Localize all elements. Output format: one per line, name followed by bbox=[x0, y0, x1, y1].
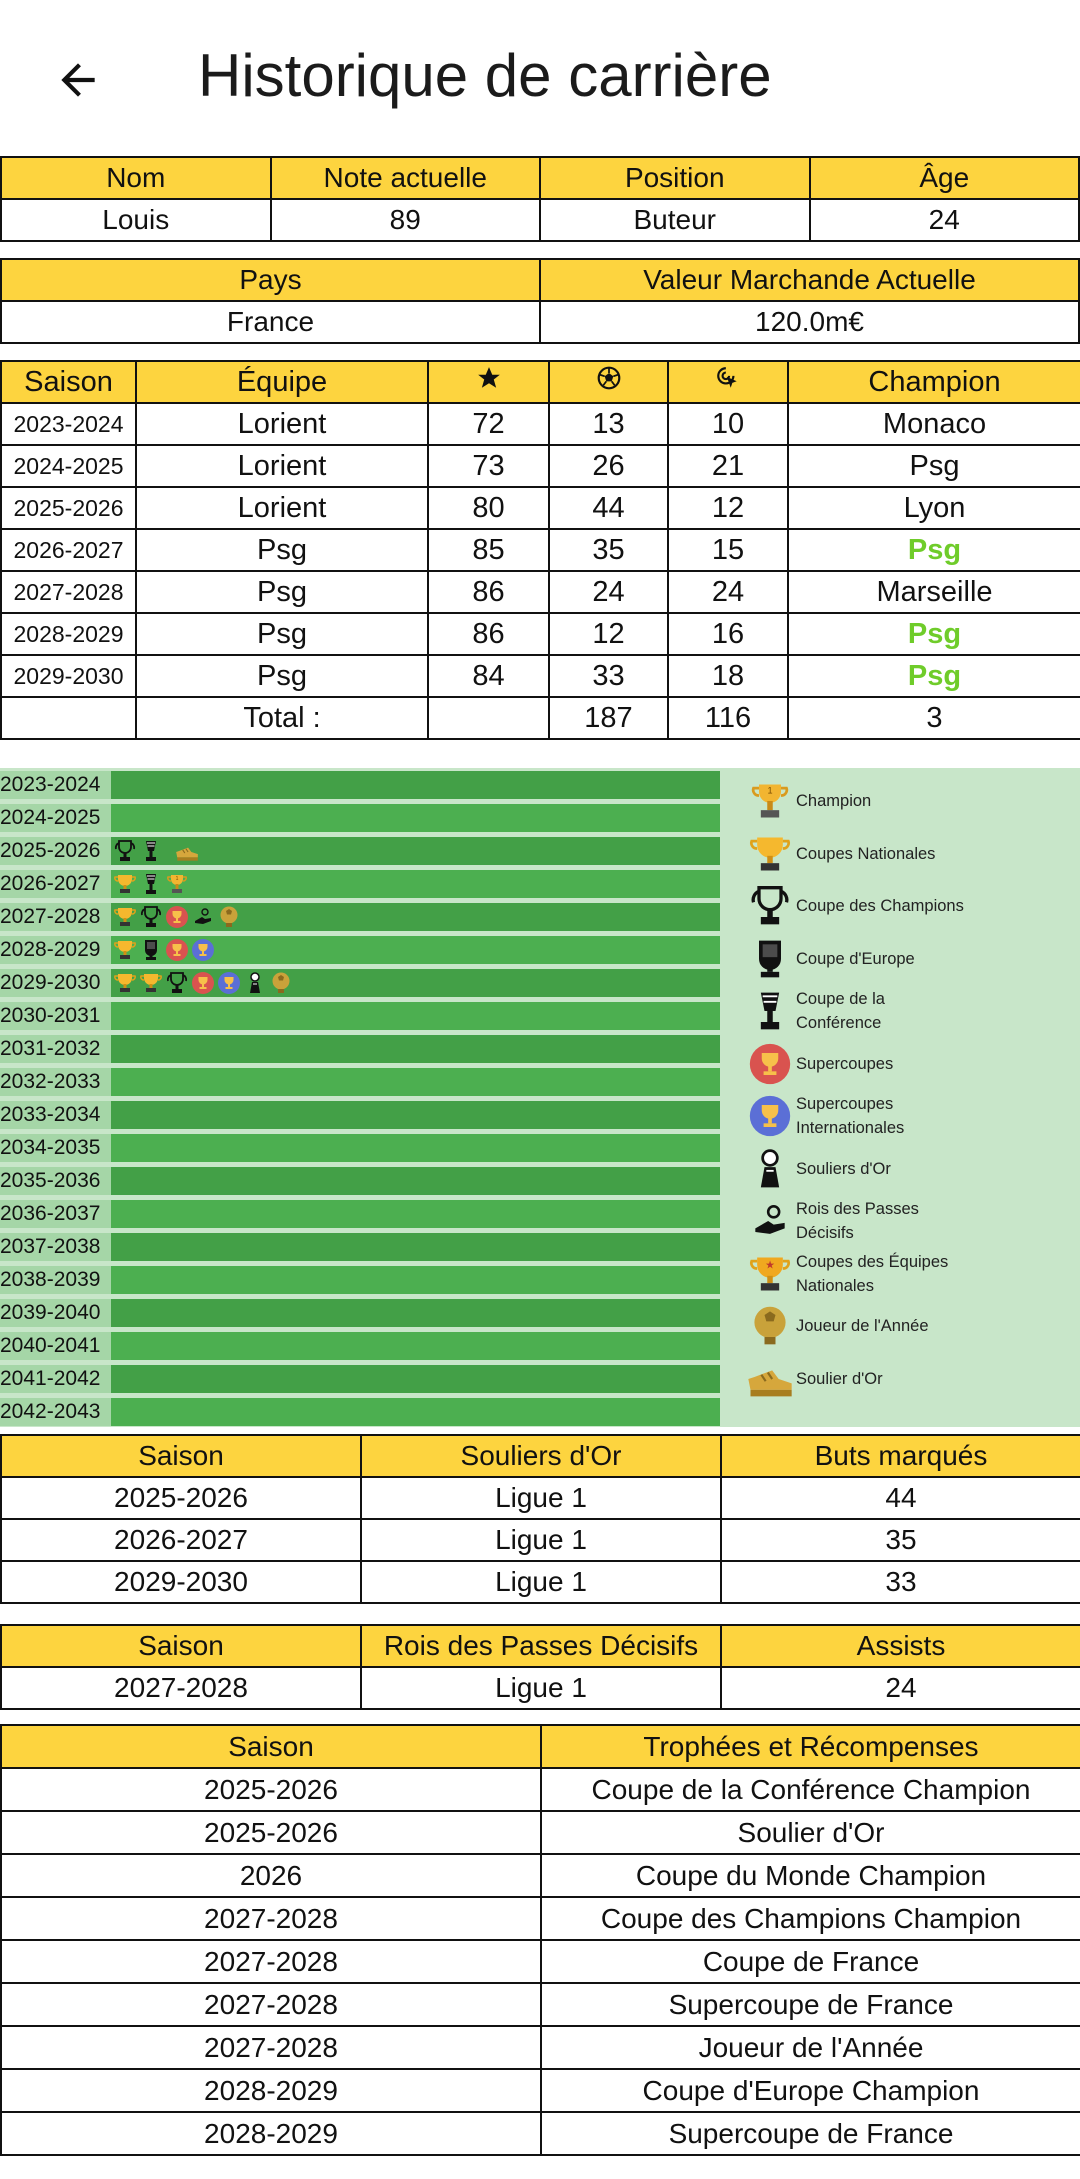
table-row bbox=[1, 445, 1080, 487]
table-row bbox=[1, 529, 1080, 571]
timeline-season-label: 2039-2040 bbox=[0, 1299, 111, 1327]
legend-item bbox=[744, 934, 1080, 984]
header-goals-scored: Buts marqués bbox=[721, 1435, 1080, 1477]
row-season: 2029-2030 bbox=[1, 1561, 361, 1603]
legend-item bbox=[744, 1091, 1080, 1141]
table-row bbox=[1, 403, 1080, 445]
header-team: Équipe bbox=[136, 361, 428, 403]
country-value-table bbox=[0, 258, 1080, 344]
timeline-row bbox=[0, 1002, 720, 1030]
row-season: 2026-2027 bbox=[1, 1519, 361, 1561]
timeline-season-label: 2041-2042 bbox=[0, 1365, 111, 1393]
timeline-row bbox=[0, 903, 720, 931]
row-trophy: Coupe de France bbox=[541, 1940, 1080, 1983]
header-champion: Champion bbox=[788, 361, 1080, 403]
table-row bbox=[1, 1768, 1080, 1811]
timeline-season-label: 2031-2032 bbox=[0, 1035, 111, 1063]
timeline-trophies bbox=[113, 838, 209, 864]
header-assists: Assists bbox=[721, 1625, 1080, 1667]
legend-item bbox=[744, 1354, 1080, 1404]
timeline-bar bbox=[111, 1365, 720, 1393]
row-goals: 33 bbox=[721, 1561, 1080, 1603]
row-league: Ligue 1 bbox=[361, 1667, 721, 1709]
legend-item bbox=[744, 829, 1080, 879]
player-of-year-icon bbox=[269, 971, 293, 995]
timeline-bar bbox=[111, 1068, 720, 1096]
row-season: 2023-2024 bbox=[1, 403, 136, 445]
row-trophy: Coupe des Champions Champion bbox=[541, 1897, 1080, 1940]
timeline-row bbox=[0, 1134, 720, 1162]
star-icon bbox=[476, 365, 502, 391]
legend-label: Souliers d'Or bbox=[796, 1159, 891, 1178]
page-title: Historique de carrière bbox=[198, 42, 772, 109]
legend-item bbox=[744, 986, 1080, 1036]
timeline-row bbox=[0, 969, 720, 997]
svg-text:1: 1 bbox=[175, 876, 179, 882]
timeline-row bbox=[0, 1398, 720, 1426]
supercup-icon bbox=[744, 1040, 796, 1088]
assist-icon bbox=[715, 365, 741, 391]
svg-text:★: ★ bbox=[765, 1259, 775, 1271]
header-trophies: Trophées et Récompenses bbox=[541, 1725, 1080, 1768]
timeline-bar bbox=[111, 1134, 720, 1162]
row-trophy: Joueur de l'Année bbox=[541, 2026, 1080, 2069]
timeline-season-label: 2040-2041 bbox=[0, 1332, 111, 1360]
table-row bbox=[1, 571, 1080, 613]
player-of-year-icon bbox=[744, 1302, 796, 1350]
timeline-season-label: 2023-2024 bbox=[0, 771, 111, 799]
row-champion: Psg bbox=[788, 613, 1080, 655]
timeline-bar bbox=[111, 1101, 720, 1129]
row-season: 2025-2026 bbox=[1, 487, 136, 529]
timeline-bar bbox=[111, 1200, 720, 1228]
timeline-row bbox=[0, 1365, 720, 1393]
legend-label: Coupes des Équipes Nationales bbox=[796, 1252, 949, 1295]
legend-label: Joueur de l'Année bbox=[796, 1317, 929, 1335]
row-team: Psg bbox=[136, 655, 428, 697]
legend-item bbox=[744, 1144, 1080, 1194]
timeline-season-label: 2036-2037 bbox=[0, 1200, 111, 1228]
timeline-row bbox=[0, 771, 720, 799]
timeline-season-label: 2024-2025 bbox=[0, 804, 111, 832]
legend-label: Supercoupes bbox=[796, 1054, 894, 1073]
row-champion: Monaco bbox=[788, 403, 1080, 445]
row-goals: 13 bbox=[549, 403, 668, 445]
golden-boot-icon bbox=[744, 1355, 796, 1403]
timeline-trophies bbox=[113, 871, 189, 897]
header-name: Nom bbox=[1, 157, 271, 199]
assist-kings-table bbox=[0, 1624, 1080, 1710]
row-season: 2027-2028 bbox=[1, 2026, 541, 2069]
row-league: Ligue 1 bbox=[361, 1561, 721, 1603]
timeline-season-label: 2025-2026 bbox=[0, 837, 111, 865]
legend-label: Soulier d'Or bbox=[796, 1369, 883, 1388]
timeline-row bbox=[0, 804, 720, 832]
row-season: 2025-2026 bbox=[1, 1477, 361, 1519]
timeline-season-label: 2030-2031 bbox=[0, 1002, 111, 1030]
legend-label: Coupe des Champions bbox=[796, 897, 964, 915]
legend-item bbox=[744, 1196, 1080, 1246]
header-season: Saison bbox=[1, 1725, 541, 1768]
row-team: Lorient bbox=[136, 445, 428, 487]
timeline-season-label: 2035-2036 bbox=[0, 1167, 111, 1195]
timeline-season-label: 2033-2034 bbox=[0, 1101, 111, 1129]
player-market-value: 120.0m€ bbox=[540, 301, 1079, 343]
timeline-season-label: 2027-2028 bbox=[0, 903, 111, 931]
header-season: Saison bbox=[1, 361, 136, 403]
timeline-bar bbox=[111, 1233, 720, 1261]
timeline-trophies bbox=[113, 937, 215, 963]
timeline-bar bbox=[111, 771, 720, 799]
row-assists: 24 bbox=[668, 571, 788, 613]
table-row bbox=[1, 613, 1080, 655]
timeline-trophies bbox=[113, 904, 241, 930]
header-season: Saison bbox=[1, 1625, 361, 1667]
national-cup-icon bbox=[113, 872, 137, 896]
timeline-row bbox=[0, 1266, 720, 1294]
intl-supercup-icon bbox=[217, 971, 241, 995]
row-assists: 24 bbox=[721, 1667, 1080, 1709]
intl-supercup-icon bbox=[744, 1092, 796, 1140]
row-team: Psg bbox=[136, 613, 428, 655]
table-row bbox=[1, 1811, 1080, 1854]
timeline-bar bbox=[111, 804, 720, 832]
conference-cup-icon bbox=[139, 839, 163, 863]
timeline-row bbox=[0, 1167, 720, 1195]
table-row bbox=[1, 1854, 1080, 1897]
assists-king-icon bbox=[191, 905, 215, 929]
table-row bbox=[1, 1983, 1080, 2026]
legend-item bbox=[744, 1249, 1080, 1299]
player-position: Buteur bbox=[540, 199, 810, 241]
app-bar bbox=[0, 0, 1080, 150]
row-champion: Marseille bbox=[788, 571, 1080, 613]
header-rating: Note actuelle bbox=[271, 157, 541, 199]
row-trophy: Coupe de la Conférence Champion bbox=[541, 1768, 1080, 1811]
national-cup-icon bbox=[139, 971, 163, 995]
total-champion: 3 bbox=[788, 697, 1080, 739]
row-team: Psg bbox=[136, 529, 428, 571]
row-team: Psg bbox=[136, 571, 428, 613]
career-table bbox=[0, 360, 1080, 740]
table-row bbox=[1, 487, 1080, 529]
legend-label: Coupe de la Conférence bbox=[796, 990, 885, 1032]
europe-cup-icon bbox=[744, 935, 796, 983]
row-season: 2028-2029 bbox=[1, 613, 136, 655]
row-goals: 35 bbox=[549, 529, 668, 571]
player-info-table bbox=[0, 156, 1080, 242]
timeline-row bbox=[0, 1068, 720, 1096]
row-season: 2025-2026 bbox=[1, 1768, 541, 1811]
timeline-bar bbox=[111, 1332, 720, 1360]
player-age: 24 bbox=[810, 199, 1080, 241]
table-row bbox=[1, 1940, 1080, 1983]
legend-item bbox=[744, 881, 1080, 931]
row-assists: 12 bbox=[668, 487, 788, 529]
champions-cup-icon bbox=[165, 971, 189, 995]
arrow-back-icon bbox=[53, 55, 103, 105]
row-season: 2027-2028 bbox=[1, 1983, 541, 2026]
row-season: 2025-2026 bbox=[1, 1811, 541, 1854]
row-rating: 86 bbox=[428, 571, 549, 613]
row-champion: Psg bbox=[788, 655, 1080, 697]
row-season: 2027-2028 bbox=[1, 1667, 361, 1709]
table-row bbox=[1, 2069, 1080, 2112]
timeline-row bbox=[0, 870, 720, 898]
row-rating: 85 bbox=[428, 529, 549, 571]
legend-item bbox=[744, 776, 1080, 826]
player-of-year-icon bbox=[217, 905, 241, 929]
row-goals: 35 bbox=[721, 1519, 1080, 1561]
row-rating: 80 bbox=[428, 487, 549, 529]
row-season: 2028-2029 bbox=[1, 2069, 541, 2112]
supercup-icon bbox=[165, 938, 189, 962]
table-row bbox=[1, 1519, 1080, 1561]
timeline-row bbox=[0, 1035, 720, 1063]
header-goals-col bbox=[549, 361, 668, 403]
conference-cup-icon bbox=[139, 872, 163, 896]
timeline-row bbox=[0, 1200, 720, 1228]
timeline-season-label: 2032-2033 bbox=[0, 1068, 111, 1096]
row-season: 2027-2028 bbox=[1, 571, 136, 613]
row-goals: 44 bbox=[721, 1477, 1080, 1519]
table-row bbox=[1, 1477, 1080, 1519]
legend-label: Champion bbox=[796, 792, 872, 810]
legend-label: Supercoupes Internationales bbox=[796, 1095, 905, 1137]
total-label: Total : bbox=[136, 697, 428, 739]
player-country: France bbox=[1, 301, 540, 343]
timeline-season-label: 2042-2043 bbox=[0, 1398, 111, 1426]
champions-cup-icon bbox=[139, 905, 163, 929]
timeline-row bbox=[0, 936, 720, 964]
golden-shoes-icon bbox=[243, 971, 267, 995]
national-cup-icon bbox=[113, 905, 137, 929]
row-league: Ligue 1 bbox=[361, 1477, 721, 1519]
row-assists: 10 bbox=[668, 403, 788, 445]
row-assists: 16 bbox=[668, 613, 788, 655]
table-row bbox=[1, 2112, 1080, 2155]
header-rating-col bbox=[428, 361, 549, 403]
header-season: Saison bbox=[1, 1435, 361, 1477]
row-goals: 12 bbox=[549, 613, 668, 655]
national-cup-icon bbox=[113, 971, 137, 995]
timeline-bar bbox=[111, 1167, 720, 1195]
legend-item bbox=[744, 1039, 1080, 1089]
total-assists: 116 bbox=[668, 697, 788, 739]
player-name: Louis bbox=[1, 199, 271, 241]
golden-boot-icon bbox=[165, 839, 209, 863]
legend-label: Coupe d'Europe bbox=[796, 949, 915, 968]
champion-icon bbox=[744, 777, 796, 825]
timeline-bar bbox=[111, 1398, 720, 1426]
legend-label: Rois des Passes Décisifs bbox=[796, 1200, 919, 1242]
row-champion: Lyon bbox=[788, 487, 1080, 529]
timeline-row bbox=[0, 1233, 720, 1261]
row-season: 2028-2029 bbox=[1, 2112, 541, 2155]
total-empty-cell bbox=[1, 697, 136, 739]
supercup-icon bbox=[165, 905, 189, 929]
row-rating: 72 bbox=[428, 403, 549, 445]
timeline-bar bbox=[111, 1035, 720, 1063]
row-season: 2024-2025 bbox=[1, 445, 136, 487]
table-row bbox=[1, 2026, 1080, 2069]
row-league: Ligue 1 bbox=[361, 1519, 721, 1561]
row-season: 2029-2030 bbox=[1, 655, 136, 697]
header-assists-col bbox=[668, 361, 788, 403]
row-season: 2026 bbox=[1, 1854, 541, 1897]
golden-shoes-icon bbox=[744, 1145, 796, 1193]
header-position: Position bbox=[540, 157, 810, 199]
svg-text:1: 1 bbox=[767, 785, 773, 796]
header-assist-kings: Rois des Passes Décisifs bbox=[361, 1625, 721, 1667]
timeline-season-label: 2026-2027 bbox=[0, 870, 111, 898]
row-season: 2026-2027 bbox=[1, 529, 136, 571]
national-cup-icon bbox=[113, 938, 137, 962]
row-season: 2027-2028 bbox=[1, 1897, 541, 1940]
header-market-value: Valeur Marchande Actuelle bbox=[540, 259, 1079, 301]
row-trophy: Supercoupe de France bbox=[541, 1983, 1080, 2026]
timeline-bar bbox=[111, 870, 720, 898]
conference-cup-icon bbox=[744, 987, 796, 1035]
row-assists: 21 bbox=[668, 445, 788, 487]
champion-icon bbox=[165, 872, 189, 896]
table-row bbox=[1, 655, 1080, 697]
ball-icon bbox=[596, 365, 622, 391]
legend-label: Coupes Nationales bbox=[796, 844, 936, 863]
back-button[interactable] bbox=[44, 46, 112, 114]
legend-item bbox=[744, 1301, 1080, 1351]
row-assists: 18 bbox=[668, 655, 788, 697]
total-goals: 187 bbox=[549, 697, 668, 739]
national-cup-icon bbox=[744, 830, 796, 878]
header-country: Pays bbox=[1, 259, 540, 301]
timeline-season-label: 2029-2030 bbox=[0, 969, 111, 997]
row-rating: 84 bbox=[428, 655, 549, 697]
row-team: Lorient bbox=[136, 403, 428, 445]
timeline-season-label: 2034-2035 bbox=[0, 1134, 111, 1162]
timeline-row bbox=[0, 837, 720, 865]
timeline-bar bbox=[111, 1002, 720, 1030]
timeline-season-label: 2028-2029 bbox=[0, 936, 111, 964]
timeline-row bbox=[0, 1101, 720, 1129]
row-assists: 15 bbox=[668, 529, 788, 571]
europe-cup-icon bbox=[139, 938, 163, 962]
golden-boots-table bbox=[0, 1434, 1080, 1604]
national-team-cup-icon bbox=[744, 1250, 796, 1298]
row-season: 2027-2028 bbox=[1, 1940, 541, 1983]
timeline-season-label: 2037-2038 bbox=[0, 1233, 111, 1261]
row-goals: 24 bbox=[549, 571, 668, 613]
row-goals: 26 bbox=[549, 445, 668, 487]
header-golden-boots: Souliers d'Or bbox=[361, 1435, 721, 1477]
player-rating: 89 bbox=[271, 199, 541, 241]
timeline-row bbox=[0, 1299, 720, 1327]
trophies-table bbox=[0, 1724, 1080, 2156]
row-champion: Psg bbox=[788, 445, 1080, 487]
total-empty-cell bbox=[428, 697, 549, 739]
timeline-bar bbox=[111, 1299, 720, 1327]
assists-king-icon bbox=[744, 1197, 796, 1245]
row-goals: 33 bbox=[549, 655, 668, 697]
row-trophy: Coupe du Monde Champion bbox=[541, 1854, 1080, 1897]
table-row bbox=[1, 1667, 1080, 1709]
row-goals: 44 bbox=[549, 487, 668, 529]
header-age: Âge bbox=[810, 157, 1080, 199]
row-trophy: Soulier d'Or bbox=[541, 1811, 1080, 1854]
intl-supercup-icon bbox=[191, 938, 215, 962]
row-champion: Psg bbox=[788, 529, 1080, 571]
row-trophy: Coupe d'Europe Champion bbox=[541, 2069, 1080, 2112]
row-team: Lorient bbox=[136, 487, 428, 529]
champions-cup-icon bbox=[744, 882, 796, 930]
timeline-trophies bbox=[113, 970, 293, 996]
timeline-bar bbox=[111, 1266, 720, 1294]
champions-cup-icon bbox=[113, 839, 137, 863]
table-row bbox=[1, 1897, 1080, 1940]
timeline-season-label: 2038-2039 bbox=[0, 1266, 111, 1294]
timeline-row bbox=[0, 1332, 720, 1360]
supercup-icon bbox=[191, 971, 215, 995]
row-rating: 73 bbox=[428, 445, 549, 487]
row-rating: 86 bbox=[428, 613, 549, 655]
table-row bbox=[1, 1561, 1080, 1603]
row-trophy: Supercoupe de France bbox=[541, 2112, 1080, 2155]
